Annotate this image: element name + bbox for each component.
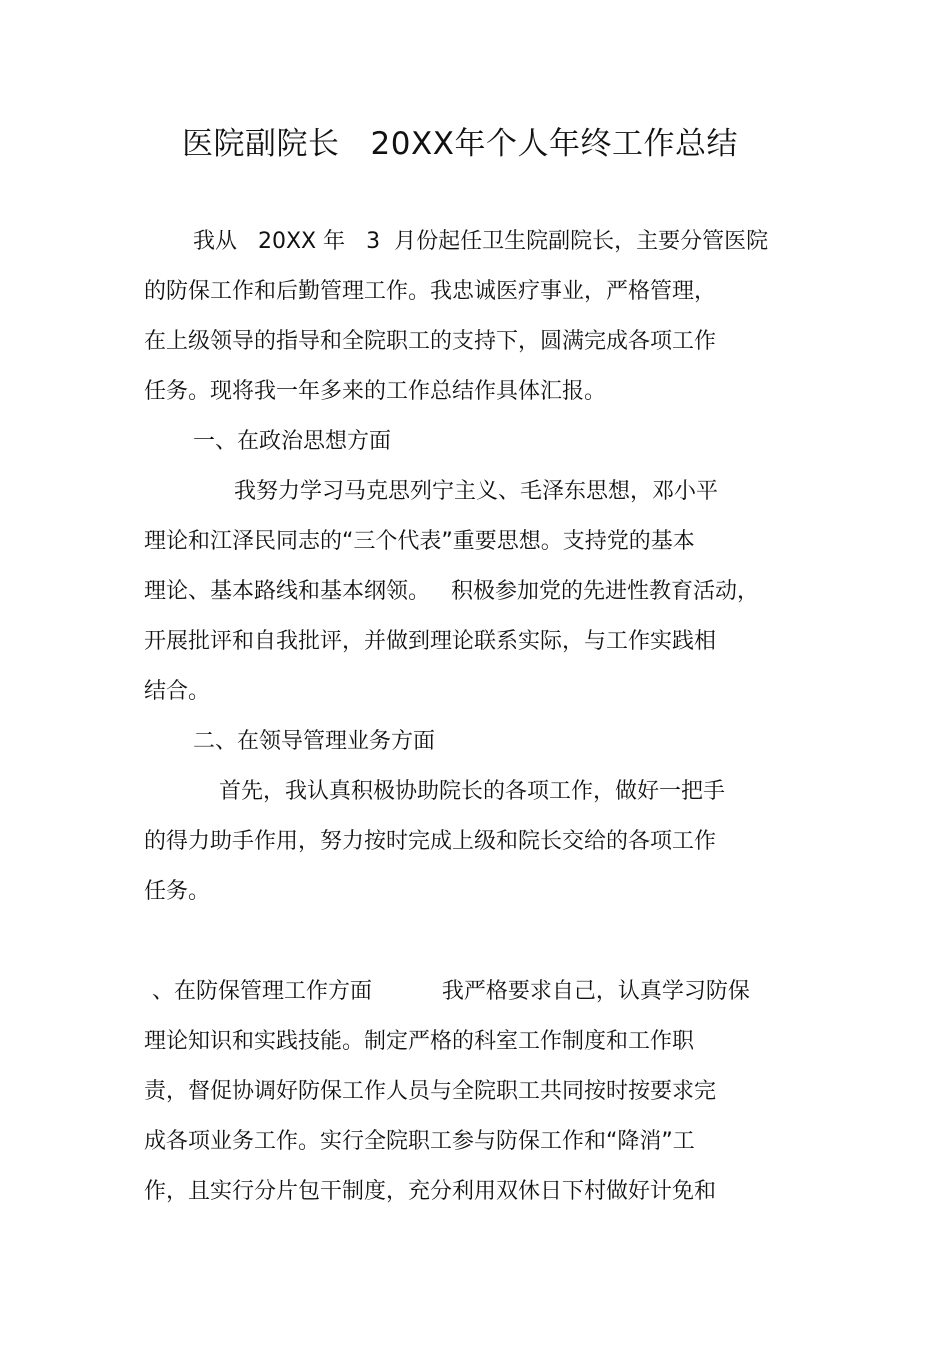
section-heading: 二、在领导管理业务方面 [193,729,436,754]
document-title: 医院副院长 20XX年个人年终工作总结 [182,126,738,162]
paragraph-line: 的得力助手作用，努力按时完成上级和院长交给的各项工作 [144,829,717,854]
paragraph-line: 任务。 [144,879,211,904]
paragraph-line: 理论和江泽民同志的“三个代表”重要思想。支持党的基本 [144,529,695,554]
paragraph-line: 开展批评和自我批评，并做到理论联系实际，与工作实践相 [144,629,717,654]
paragraph-line: 理论知识和实践技能。制定严格的科室工作制度和工作职 [144,1029,695,1054]
paragraph-line: 作，且实行分片包干制度，充分利用双休日下村做好计免和 [144,1179,717,1204]
paragraph-line: 结合。 [144,679,211,704]
section-heading: 一、在政治思想方面 [193,429,392,454]
section-heading: 、在防保管理工作方面 我严格要求自己，认真学习防保 [152,979,750,1004]
paragraph-line: 我努力学习马克思列宁主义、毛泽东思想，邓小平 [234,479,719,504]
paragraph-line: 我从 20XX 年 3 月份起任卫生院副院长，主要分管医院 [193,229,769,254]
paragraph-line: 任务。现将我一年多来的工作总结作具体汇报。 [144,379,607,404]
paragraph-line: 理论、基本路线和基本纲领。 积极参加党的先进性教育活动， [144,579,759,604]
paragraph-line: 在上级领导的指导和全院职工的支持下，圆满完成各项工作 [144,329,717,354]
paragraph-line: 的防保工作和后勤管理工作。我忠诚医疗事业，严格管理， [144,279,717,304]
paragraph-line: 责，督促协调好防保工作人员与全院职工共同按时按要求完 [144,1079,717,1104]
paragraph-line: 成各项业务工作。实行全院职工参与防保工作和“降消”工 [144,1129,695,1154]
paragraph-line: 首先，我认真积极协助院长的各项工作，做好一把手 [219,779,726,804]
